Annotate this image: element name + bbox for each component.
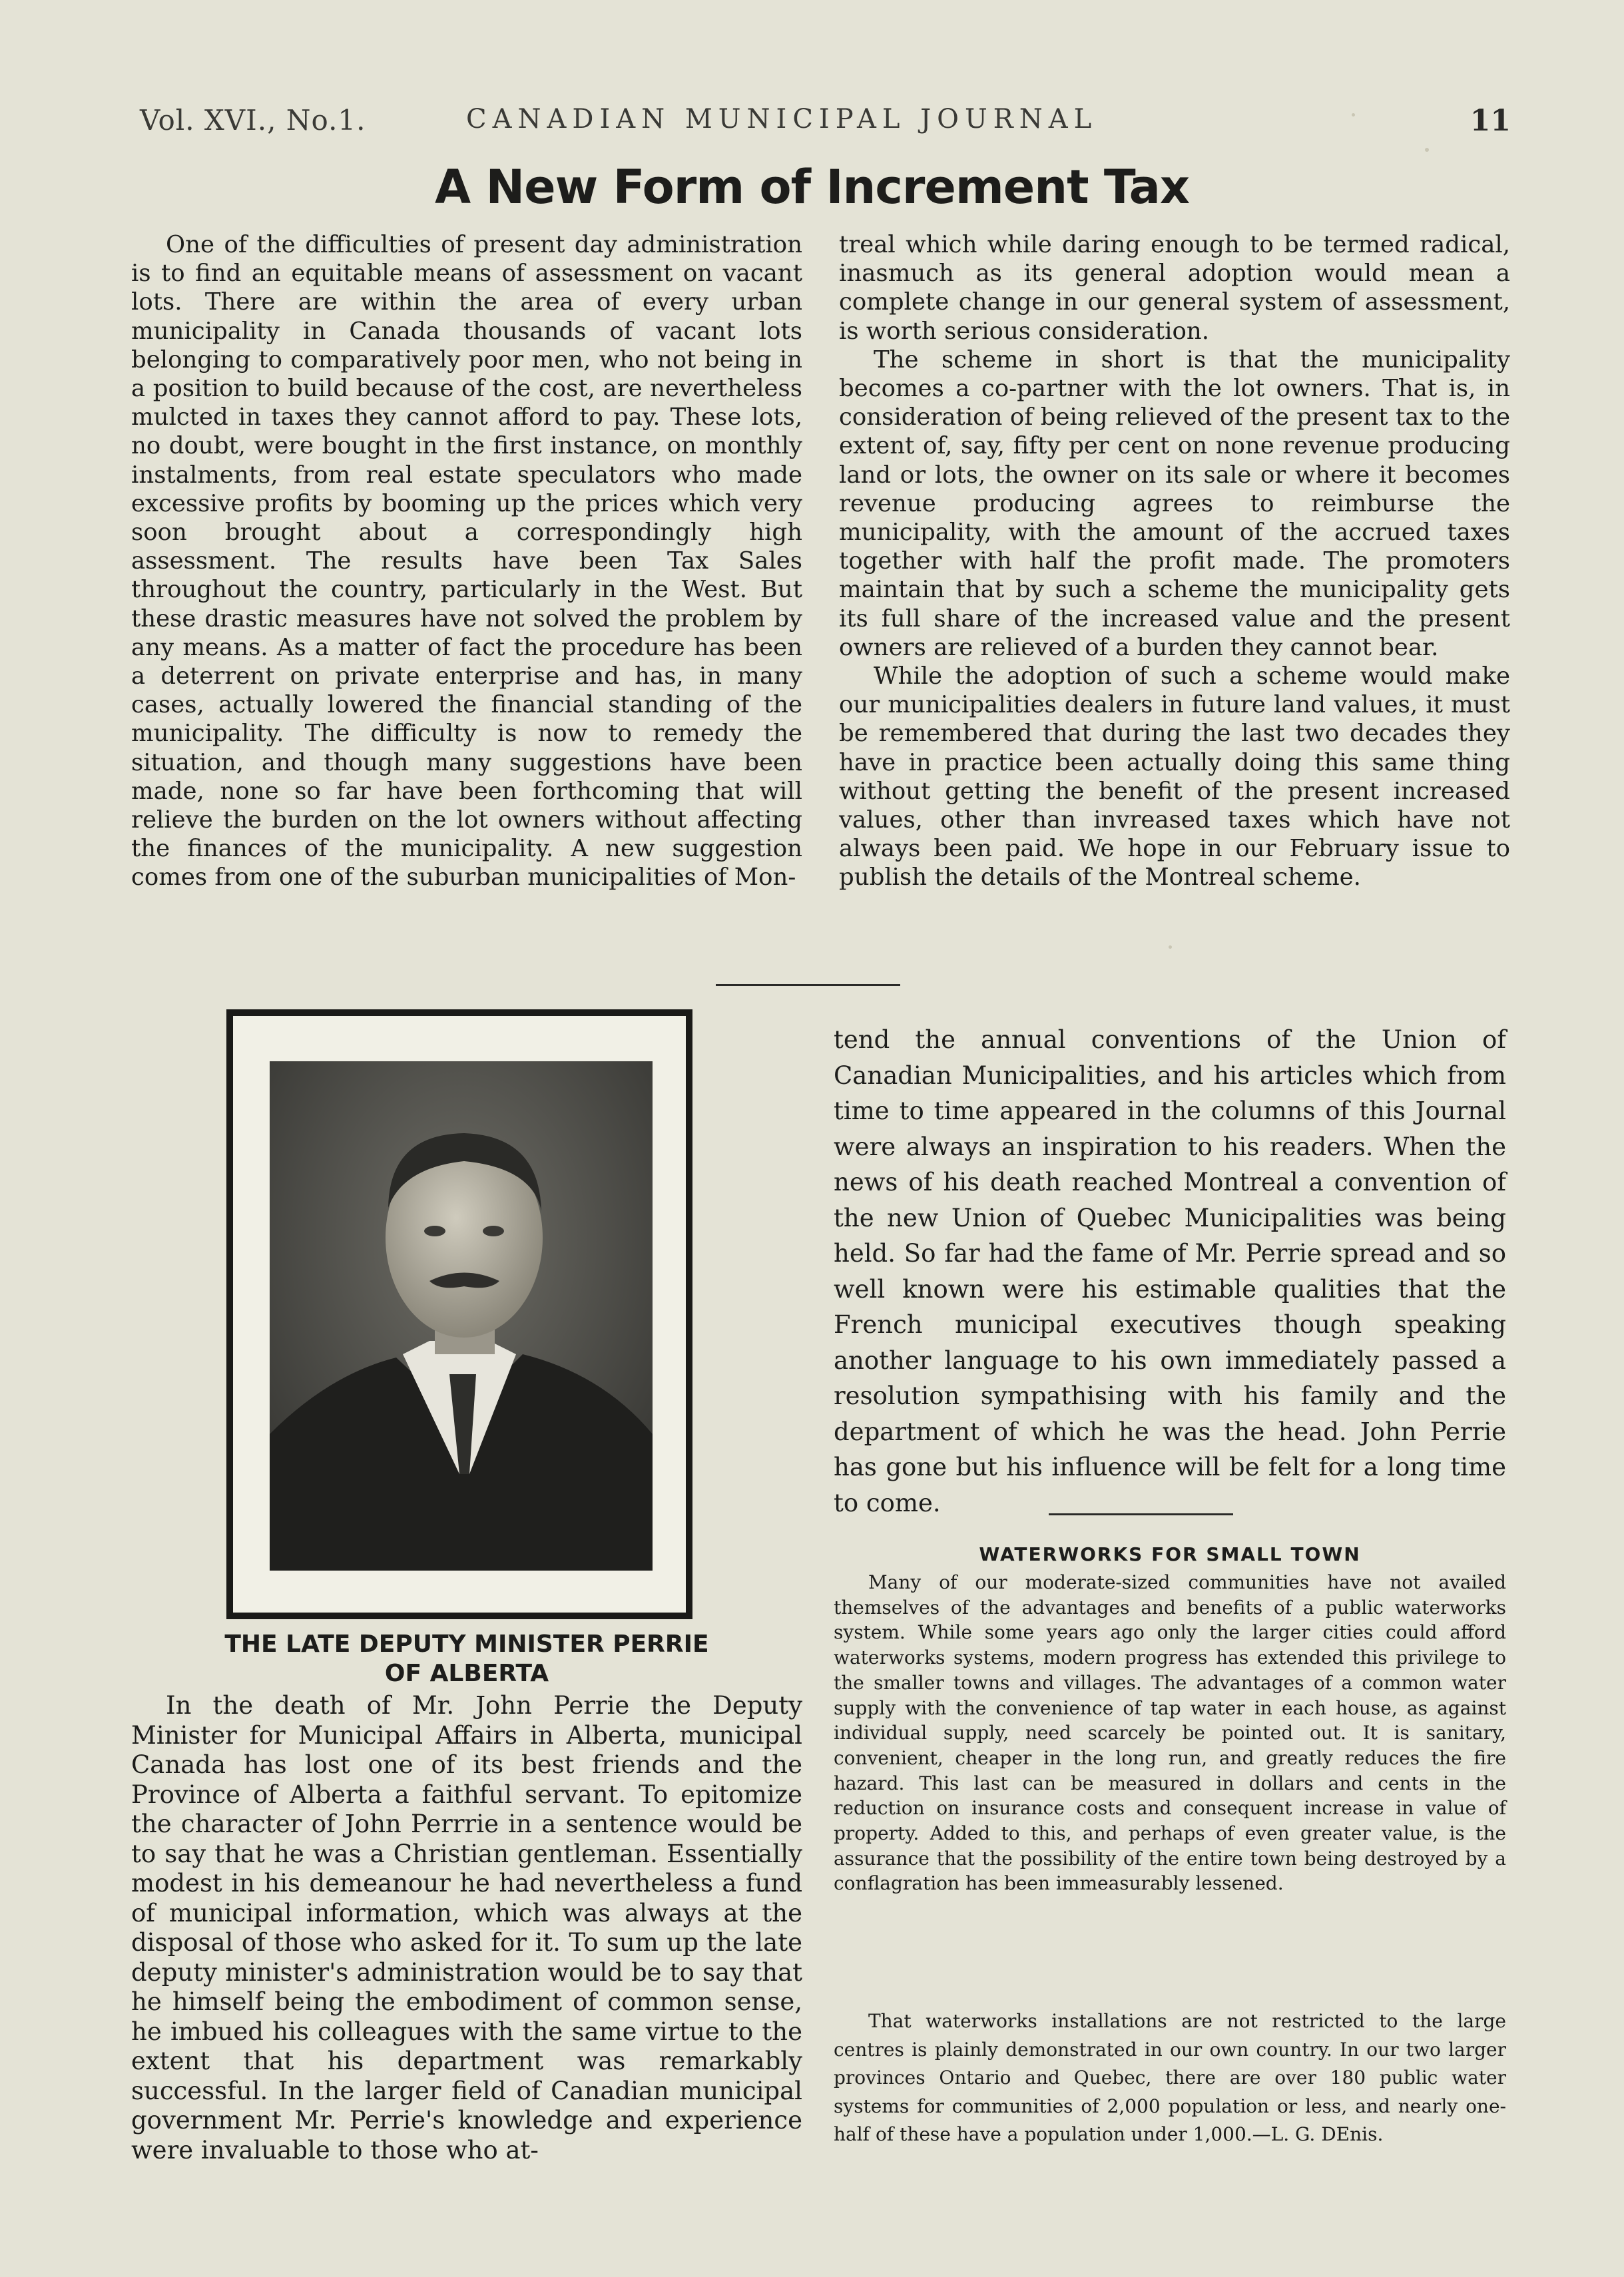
portrait-illustration bbox=[270, 1061, 653, 1571]
waterworks-heading: WATERWORKS FOR SMALL TOWN bbox=[979, 1543, 1361, 1565]
page-number: 11 bbox=[1470, 104, 1511, 138]
caption-line: THE LATE DEPUTY MINISTER PERRIE bbox=[224, 1631, 709, 1658]
article-paragraph: treal which while daring enough to be termed radical, inasmuch as its general adoption would mean a complete change in our general system of assessment, is worth serious consideration. bbox=[839, 231, 1510, 345]
waterworks-column-continued bbox=[834, 2007, 1506, 2149]
obituary-right-column bbox=[834, 1022, 1506, 1521]
article-left-column bbox=[131, 230, 802, 892]
article-paragraph: The scheme in short is that the municipality becomes a co-partner with the lot owners. That is, in consideration of being relieved of the present tax to the extent of, say, fifty per cent on none revenue producing land or lots, the owner on its sale or where it becomes revenue producing agrees to reimburse the municipality, with the amount of the accrued taxes together with half the profit made. The promoters maintain that by such a scheme the municipality gets its full share of the increased value and the present owners are relieved of a burden they cannot bear. bbox=[839, 346, 1510, 661]
waterworks-paragraph: Many of our moderate-sized communities have not availed themselves of the advantages and benefits of a public waterworks system. While some years ago only the larger cities could afford waterworks systems, modern progress has extended this privilege to the smaller towns and villages. The advantages of a common water supply with the convenience of tap water in each house, as against individual supply, need scarcely be pointed out. It is sanitary, convenient, cheaper in the long run, and greatly reduces the fire hazard. This last can be measured in dollars and cents in the reduction on insurance costs and consequent increase in value of property. Added to this, and perhaps of even greater value, is the assurance that the possibility of the entire town being destroyed by a conflagration has been immeasurably lessened. bbox=[834, 1571, 1506, 1895]
volume-number: Vol. XVI., No.1. bbox=[140, 104, 366, 136]
section-divider bbox=[716, 984, 900, 986]
section-divider bbox=[1049, 1513, 1233, 1515]
paper-spot bbox=[1425, 148, 1429, 152]
paper-spot bbox=[1169, 945, 1172, 949]
obituary-left-column bbox=[131, 1691, 802, 2165]
obituary-paragraph: In the death of Mr. John Perrie the Deputy Minister for Municipal Affairs in Alberta, municipal Canada has lost one of its best friends and the Province of Alberta a faithful servant. To epitomize the character of John Perrrie in a sentence would be to say that he was a Christian gentleman. Essentially modest in his demeanour he had nevertheless a fund of municipal information, which was always at the disposal of those who asked for it. To sum up the late deputy minister's administration would be to say that he himself being the embodiment of common sense, he imbued his colleagues with the same virtue to the extent that his department was remarkably successful. In the larger field of Canadian municipal government Mr. Perrie's knowledge and experience were invaluable to those who at- bbox=[131, 1691, 802, 2164]
article-right-column bbox=[839, 230, 1510, 892]
article-paragraph: While the adoption of such a scheme would make our municipalities dealers in future land values, it must be remembered that during the last two decades they have in practice been actually doing this same thing without getting the benefit of the present increased values, other than invreased taxes which have not always been paid. We hope in our February issue to publish the details of the Montreal scheme. bbox=[839, 662, 1510, 891]
obituary-paragraph: tend the annual conventions of the Union of Canadian Municipalities, and his articles which from time to time appeared in the columns of this Journal were always an inspiration to his readers. When the news of his death reached Montreal a convention of the new Union of Quebec Municipalities was being held. So far had the fame of Mr. Perrie spread and so well known were his estimable qualities that the French municipal executives though speaking another language to his own immediately passed a resolution sympathising with his family and the department of which he was the head. John Perrie has gone but his influence will be felt for a long time to come. bbox=[834, 1025, 1506, 1517]
article-title: A New Form of Increment Tax bbox=[434, 160, 1190, 214]
caption-line: OF ALBERTA bbox=[384, 1660, 549, 1687]
portrait-photo bbox=[270, 1061, 653, 1571]
portrait-caption bbox=[131, 1630, 802, 1688]
waterworks-paragraph: That waterworks installations are not restricted to the large centres is plainly demonstrated in our own country. In our two larger provinces Ontario and Quebec, there are over 180 public water systems for communities of 2,000 population or less, and nearly one-half of these have a population under 1,000.—L. G. DEnis. bbox=[834, 2010, 1506, 2145]
paper-spot bbox=[1352, 113, 1355, 117]
running-header bbox=[0, 104, 1624, 144]
journal-name: CANADIAN MUNICIPAL JOURNAL bbox=[466, 104, 1098, 134]
waterworks-column bbox=[834, 1570, 1506, 1896]
article-paragraph: One of the difficulties of present day administration is to find an equitable means of assessment on vacant lots. There are within the area of every urban municipality in Canada thousands of vacant lots belonging to comparatively poor men, who not being in a position to build because of the cost, are nevertheless mulcted in taxes they cannot afford to pay. These lots, no doubt, were bought in the first instance, on monthly instalments, from real estate speculators who made excessive profits by booming up the prices which very soon brought about a correspondingly high assessment. The results have been Tax Sales throughout the country, particularly in the West. But these drastic measures have not solved the problem by any means. As a matter of fact the procedure has been a deterrent on private enterprise and has, in many cases, actually lowered the financial standing of the municipality. The difficulty is now to remedy the situation, and though many suggestions have been made, none so far have been forthcoming that will relieve the burden on the lot owners without affecting the finances of the municipality. A new suggestion comes from one of the suburban municipalities of Mon- bbox=[131, 231, 802, 891]
